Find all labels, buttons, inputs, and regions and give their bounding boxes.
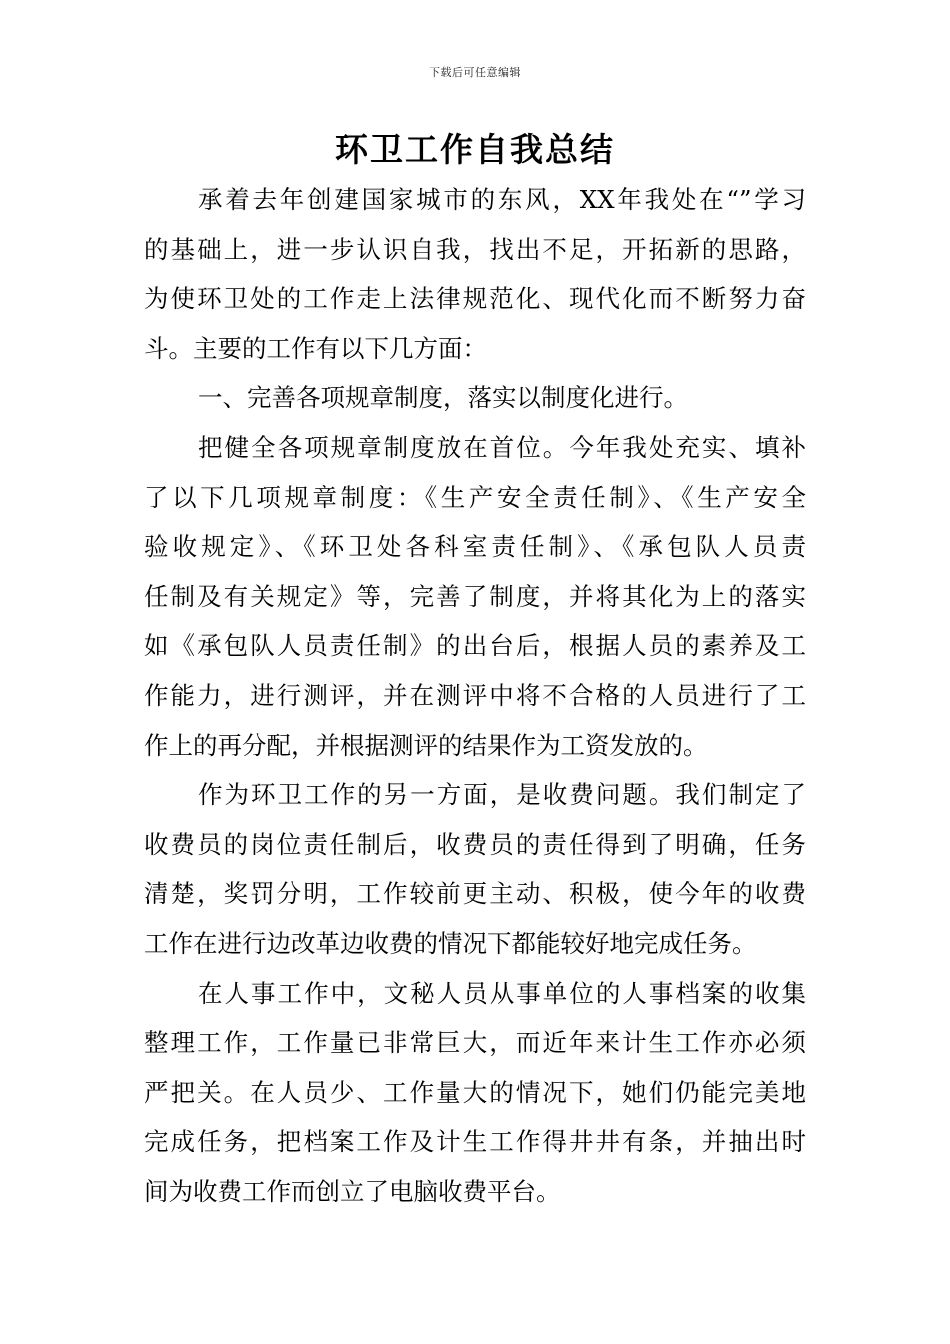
paragraph-line: 任制及有关规定》等，完善了制度，并将其化为上的落实 (144, 581, 806, 611)
paragraph-4 (144, 969, 806, 1217)
section-heading-line: 一、完善各项规章制度，落实以制度化进行。 (198, 383, 688, 413)
paragraph-line: 间为收费工作而创立了电脑收费平台。 (144, 1176, 561, 1206)
paragraph-line: 斗。主要的工作有以下几方面： (144, 333, 487, 363)
paragraph-line: 了以下几项规章制度：《生产安全责任制》、《生产安全 (144, 482, 806, 512)
paragraph-line: 整理工作，工作量已非常巨大，而近年来计生工作亦必须 (144, 1028, 806, 1058)
paragraph-line: 把健全各项规章制度放在首位。今年我处充实、填补 (198, 432, 806, 462)
document-body (144, 175, 806, 1216)
paragraph-line: 在人事工作中，文秘人员从事单位的人事档案的收集 (198, 978, 806, 1008)
paragraph-line: 严把关。在人员少、工作量大的情况下，她们仍能完美地 (144, 1077, 806, 1107)
paragraph-line: 作能力，进行测评，并在测评中将不合格的人员进行了工 (144, 680, 806, 710)
paragraph-line: 收费员的岗位责任制后，收费员的责任得到了明确，任务 (144, 829, 806, 859)
paragraph-line: 清楚，奖罚分明，工作较前更主动、积极，使今年的收费 (144, 879, 806, 909)
paragraph-2 (144, 423, 806, 770)
paragraph-line: 承着去年创建国家城市的东风，XX年我处在“”学习 (198, 185, 806, 214)
paragraph-line: 完成任务，把档案工作及计生工作得井井有条，并抽出时 (144, 1127, 806, 1157)
paragraph-3 (144, 770, 806, 968)
paragraph-line: 的基础上，进一步认识自我，找出不足，开拓新的思路， (144, 234, 806, 264)
section-heading (144, 373, 806, 423)
paragraph-line: 验收规定》、《环卫处各科室责任制》、《承包队人员责 (144, 532, 806, 562)
document-title: 环卫工作自我总结 (335, 130, 615, 169)
paragraph-line: 为使环卫处的工作走上法律规范化、现代化而不断努力奋 (144, 284, 806, 314)
header-note: 下载后可任意编辑 (429, 66, 521, 79)
paragraph-line: 作为环卫工作的另一方面，是收费问题。我们制定了 (198, 780, 806, 810)
paragraph-1 (144, 175, 806, 373)
paragraph-line: 工作在进行边改革边收费的情况下都能较好地完成任务。 (144, 928, 757, 958)
paragraph-line: 作上的再分配，并根据测评的结果作为工资发放的。 (144, 730, 708, 760)
paragraph-line: 如《承包队人员责任制》的出台后，根据人员的素养及工 (144, 631, 806, 661)
